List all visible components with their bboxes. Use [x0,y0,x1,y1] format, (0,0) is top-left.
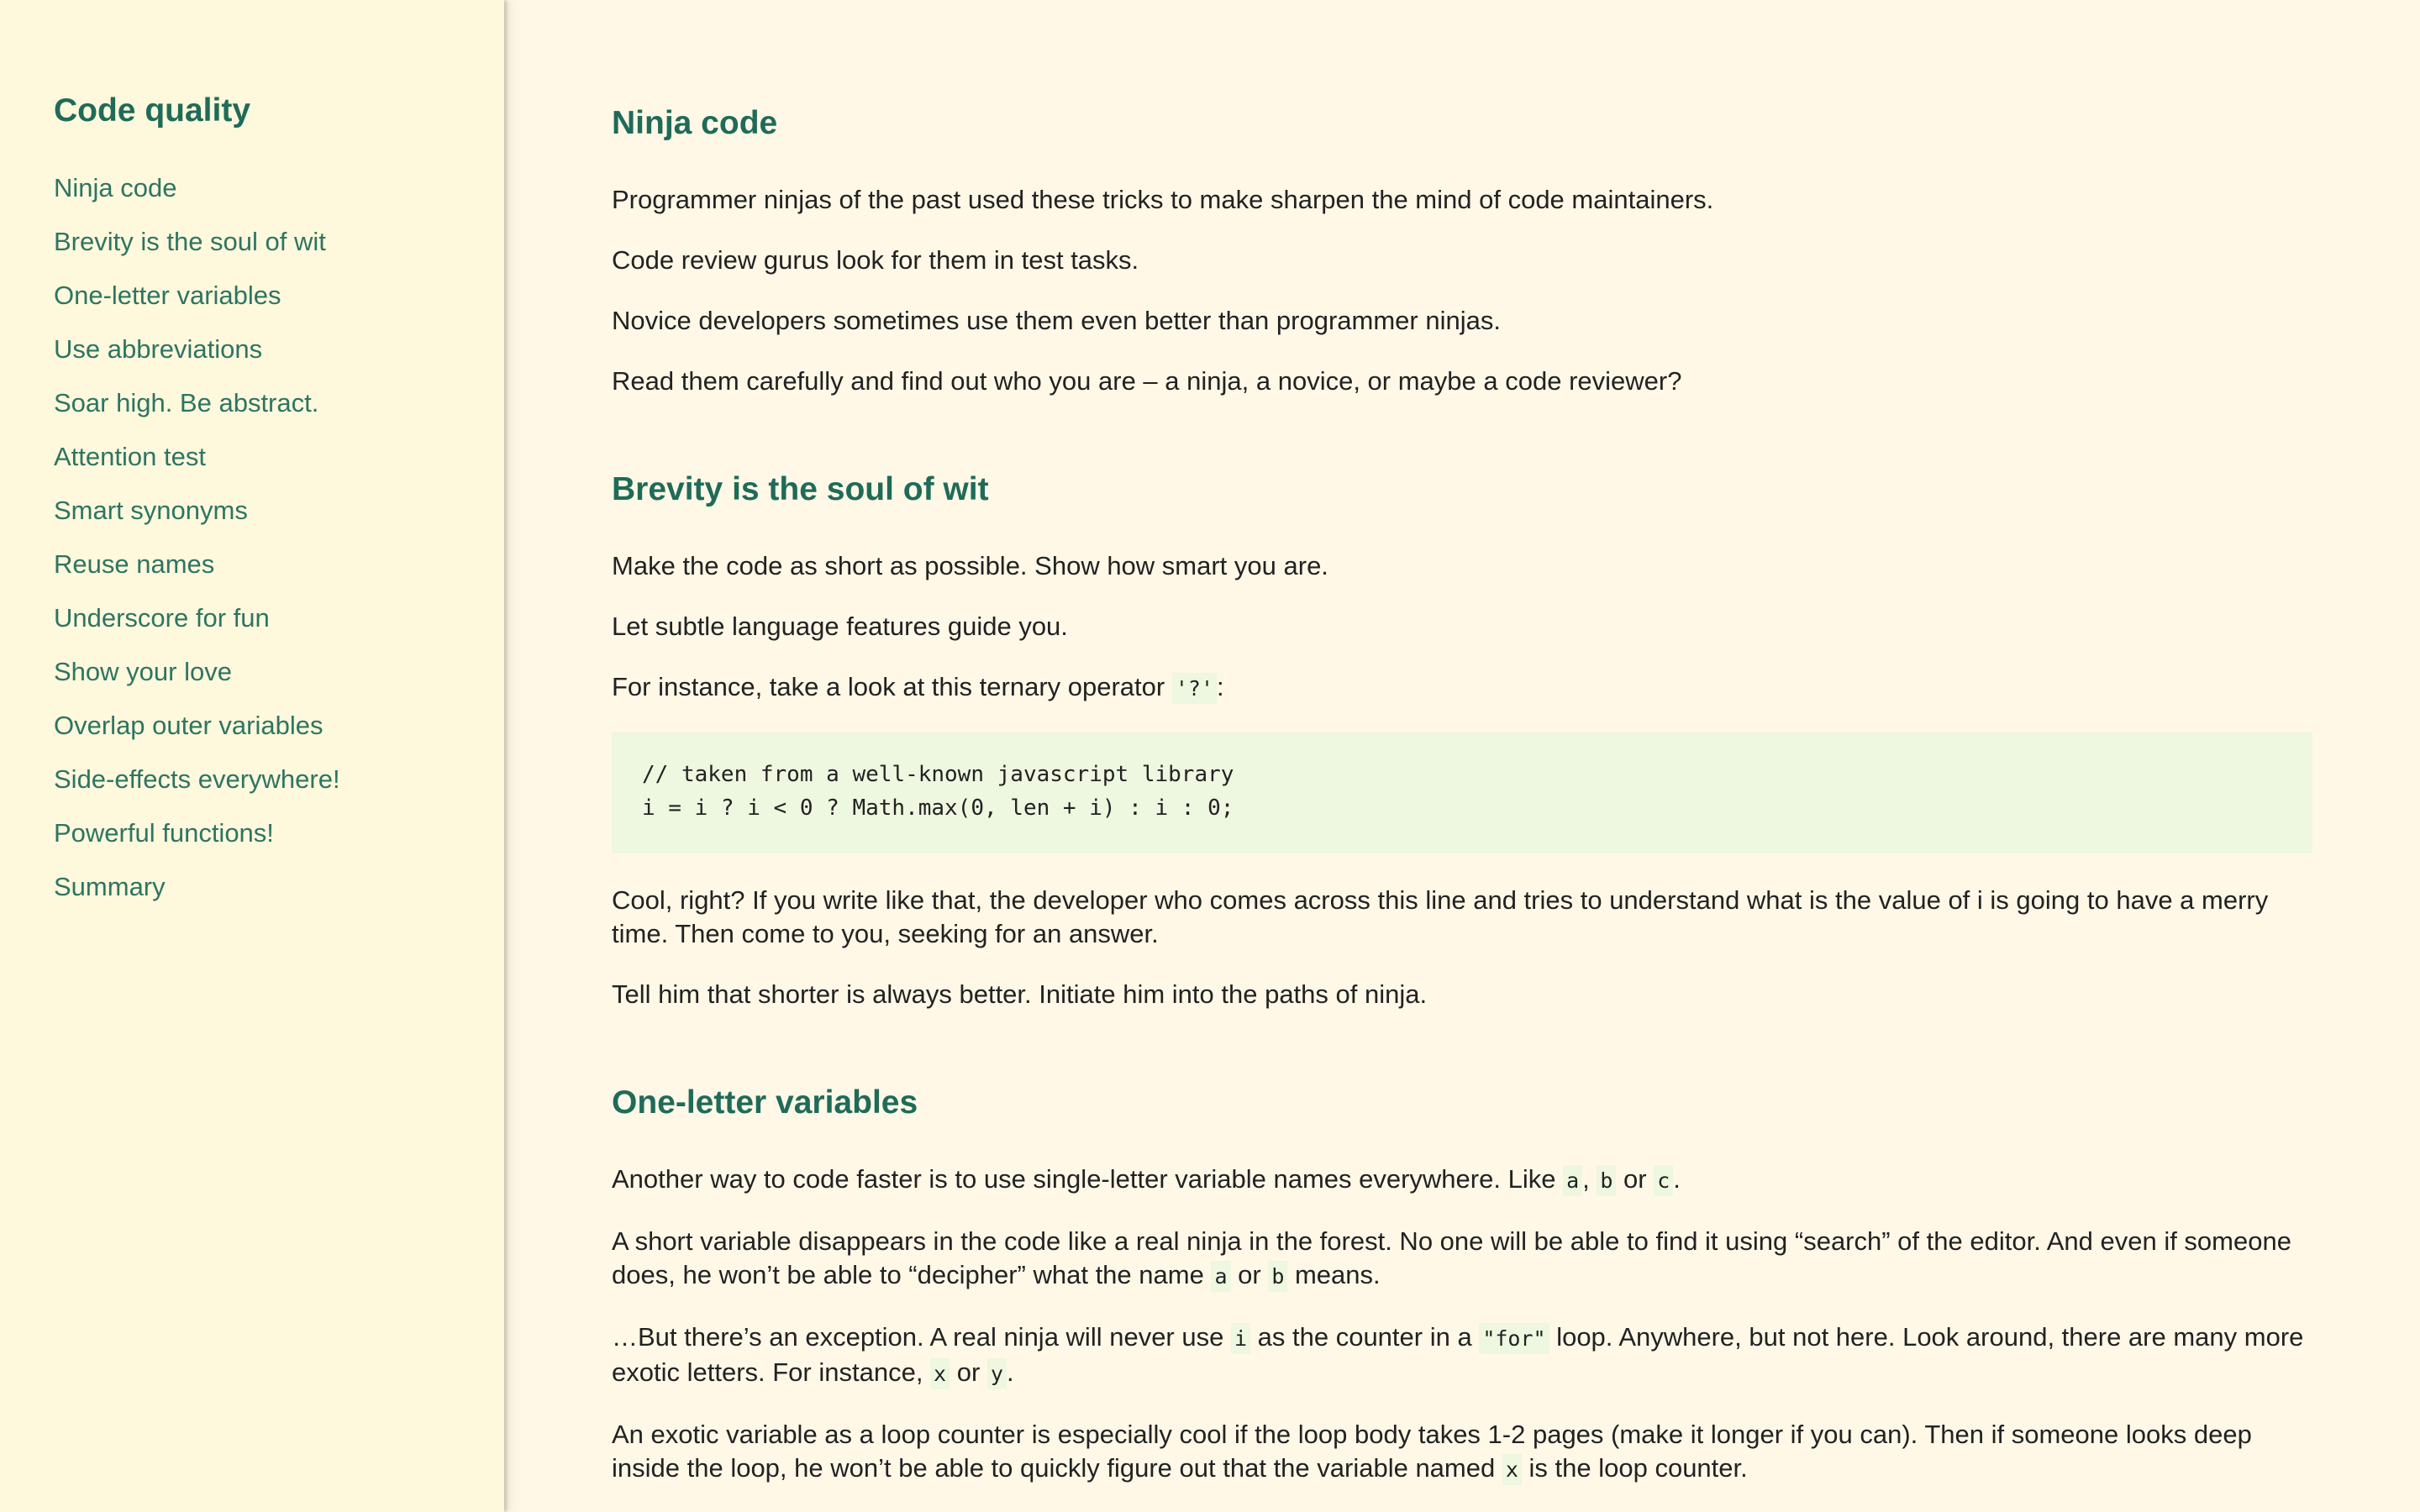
sidebar-title: Code quality [54,92,251,129]
toc-link-smart-synonyms[interactable]: Smart synonyms [54,496,248,525]
toc-link-soar-high[interactable]: Soar high. Be abstract. [54,388,319,417]
text: : [1217,672,1224,701]
text: An exotic variable as a loop counter is especially cool if the loop body takes 1-2 pages (make it longer if you can). Then if someone looks deep inside the loop, he won’t be able to quickly figure out that the variable named [612,1420,2252,1483]
section-heading: Ninja code [612,105,778,141]
paragraph [612,1225,2312,1294]
text: For instance, take a look at this ternary operator [612,672,1172,701]
toc-item [54,538,504,591]
paragraph [612,1418,2312,1487]
toc-link-underscore-for-fun[interactable]: Underscore for fun [54,603,270,633]
paragraph: Novice developers sometimes use them even better than programmer ninjas. [612,306,1501,335]
toc-link-one-letter-variables[interactable]: One-letter variables [54,281,281,310]
toc-link-show-your-love[interactable]: Show your love [54,657,232,686]
sidebar-toc [0,0,504,1512]
inline-code: i [1231,1323,1250,1354]
paragraph [612,1163,2312,1198]
toc-link-use-abbreviations[interactable]: Use abbreviations [54,334,263,364]
toc-item [54,484,504,538]
inline-code: y [987,1358,1007,1389]
inline-code: a [1211,1261,1230,1292]
toc-item [54,323,504,376]
paragraph: Tell him that shorter is always better. Initiate him into the paths of ninja. [612,979,1428,1009]
section-heading: Brevity is the soul of wit [612,471,989,507]
toc-item [54,806,504,860]
paragraph [612,1320,2312,1391]
toc-item [54,699,504,753]
toc-link-reuse-names[interactable]: Reuse names [54,549,215,579]
code-line: i = i ? i < 0 ? Math.max(0, len + i) : i : 0; [642,795,1234,821]
toc-link-brevity[interactable]: Brevity is the soul of wit [54,227,326,256]
inline-code: a [1563,1165,1582,1196]
paragraph: Code review gurus look for them in test tasks. [612,245,1139,275]
section-ninja-code [612,99,2312,398]
inline-code: x [930,1358,950,1389]
paragraph: Let subtle language features guide you. [612,612,1068,641]
toc-link-ninja-code[interactable]: Ninja code [54,173,177,202]
inline-code: b [1597,1165,1616,1196]
text: is the loop counter. [1521,1453,1748,1483]
paragraph: Programmer ninjas of the past used these tricks to make sharpen the mind of code maintainers. [612,185,1714,214]
inline-code: x [1502,1454,1522,1485]
toc-item [54,860,504,914]
text: Another way to code faster is to use single-letter variable names everywhere. Like [612,1164,1564,1194]
paragraph: Cool, right? If you write like that, the developer who comes across this line and tries to understand what is the value of i is going to have a merry time. Then come to you, seeking for an answer. [612,885,2269,948]
section-one-letter-variables [612,1079,2312,1487]
toc-link-summary[interactable]: Summary [54,872,166,901]
paragraph: Read them carefully and find out who you are – a ninja, a novice, or maybe a code reviewer? [612,366,1682,396]
section-heading: One-letter variables [612,1084,918,1121]
article-content [612,0,2312,1512]
toc-item [54,215,504,269]
toc-item [54,376,504,430]
inline-code: "for" [1479,1323,1549,1354]
inline-code: b [1268,1261,1287,1292]
text: or [1230,1260,1269,1289]
section-brevity [612,465,2312,1011]
toc-item [54,269,504,323]
text: , [1582,1164,1597,1194]
toc-link-overlap-outer-variables[interactable]: Overlap outer variables [54,711,324,740]
toc-item [54,753,504,806]
toc-item [54,161,504,215]
code-line: // taken from a well-known javascript library [642,762,1234,787]
toc-item [54,591,504,645]
toc-item [54,430,504,484]
code-block [612,732,2312,853]
text: as the counter in a [1250,1322,1480,1352]
text: …But there’s an exception. A real ninja will never use [612,1322,1231,1352]
toc-item [54,645,504,699]
toc-list [54,161,504,914]
paragraph [612,670,2312,706]
toc-link-side-effects[interactable]: Side-effects everywhere! [54,764,340,794]
text: A short variable disappears in the code like a real ninja in the forest. No one will be able to find it using “search” of the editor. And even if someone does, he won’t be able to “decipher” what the name [612,1226,2291,1289]
text: or [950,1357,987,1387]
text: means. [1287,1260,1381,1289]
inline-code: '?' [1172,673,1217,704]
text: . [1673,1164,1681,1194]
text: . [1006,1357,1014,1387]
text: or [1616,1164,1655,1194]
text: loop. Anywhere, but not here. Look around, there are many more exotic letters. For instance, [612,1322,2304,1387]
toc-link-powerful-functions[interactable]: Powerful functions! [54,818,274,848]
toc-link-attention-test[interactable]: Attention test [54,442,206,471]
paragraph: Make the code as short as possible. Show how smart you are. [612,551,1328,580]
inline-code: c [1654,1165,1673,1196]
